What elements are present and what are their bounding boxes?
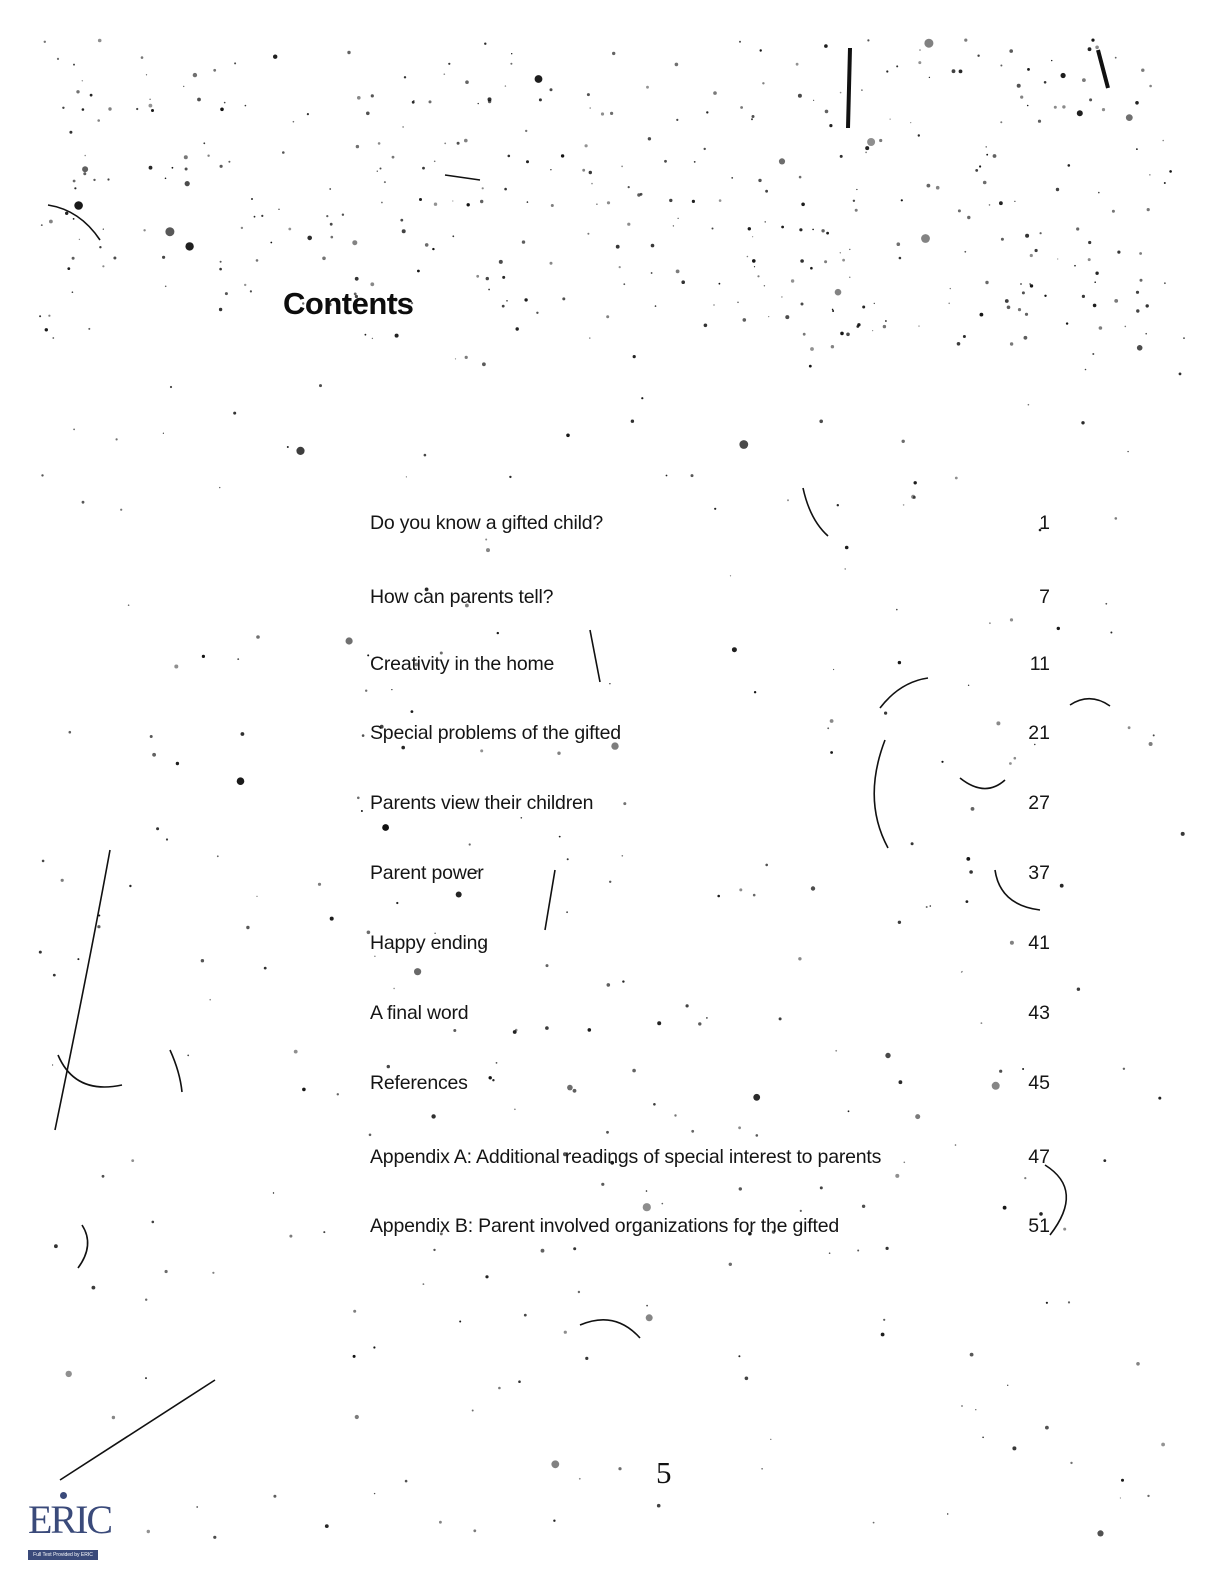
page-title: Contents: [283, 286, 414, 321]
toc-entry-title: A final word: [370, 1002, 469, 1024]
toc-entry-title: Appendix A: Additional readings of special interest to parents: [370, 1146, 882, 1168]
toc-entry-title: How can parents tell?: [370, 586, 554, 608]
toc-entry-page: 27: [1028, 792, 1050, 814]
toc-entry-page: 41: [1028, 932, 1050, 954]
toc-entry: [370, 862, 1050, 892]
toc-entry-title: Special problems of the gifted: [370, 722, 621, 744]
logo-tagline: Full Text Provided by ERIC: [28, 1550, 98, 1560]
toc-entry-page: 47: [1028, 1146, 1050, 1168]
toc-entry-page: 11: [1029, 653, 1050, 675]
toc-entry: [370, 1146, 1050, 1176]
toc-entry-page: 43: [1028, 1002, 1050, 1024]
eric-logo: [26, 1488, 112, 1570]
toc-entry: [370, 512, 1050, 542]
toc-entry: [370, 653, 1050, 683]
toc-entry-page: 37: [1028, 862, 1050, 884]
page-number: 5: [656, 1455, 672, 1490]
toc-entry: [370, 792, 1050, 822]
toc-entry: [370, 932, 1050, 962]
toc-entry-title: Do you know a gifted child?: [370, 512, 604, 534]
toc-entry-title: Happy ending: [370, 932, 488, 954]
toc-entry: [370, 586, 1050, 616]
toc-entry-page: 1: [1039, 512, 1050, 534]
toc-entry-page: 7: [1039, 586, 1050, 608]
toc-entry-title: Creativity in the home: [370, 653, 555, 675]
toc-entry-title: Parents view their children: [370, 792, 594, 814]
toc-entry: [370, 1215, 1050, 1245]
toc-entry: [370, 1072, 1050, 1102]
toc-entry-page: 21: [1028, 722, 1050, 744]
toc-entry-title: References: [370, 1072, 468, 1094]
toc-entry-page: 45: [1028, 1072, 1050, 1094]
toc-entry: [370, 722, 1050, 752]
logo-wordmark: ERIC: [28, 1497, 112, 1542]
toc-entry-title: Parent power: [370, 862, 484, 884]
toc-entry-page: 51: [1028, 1215, 1050, 1237]
toc-entry-title: Appendix B: Parent involved organizations for the gifted: [370, 1215, 840, 1237]
toc-entry: [370, 1002, 1050, 1032]
